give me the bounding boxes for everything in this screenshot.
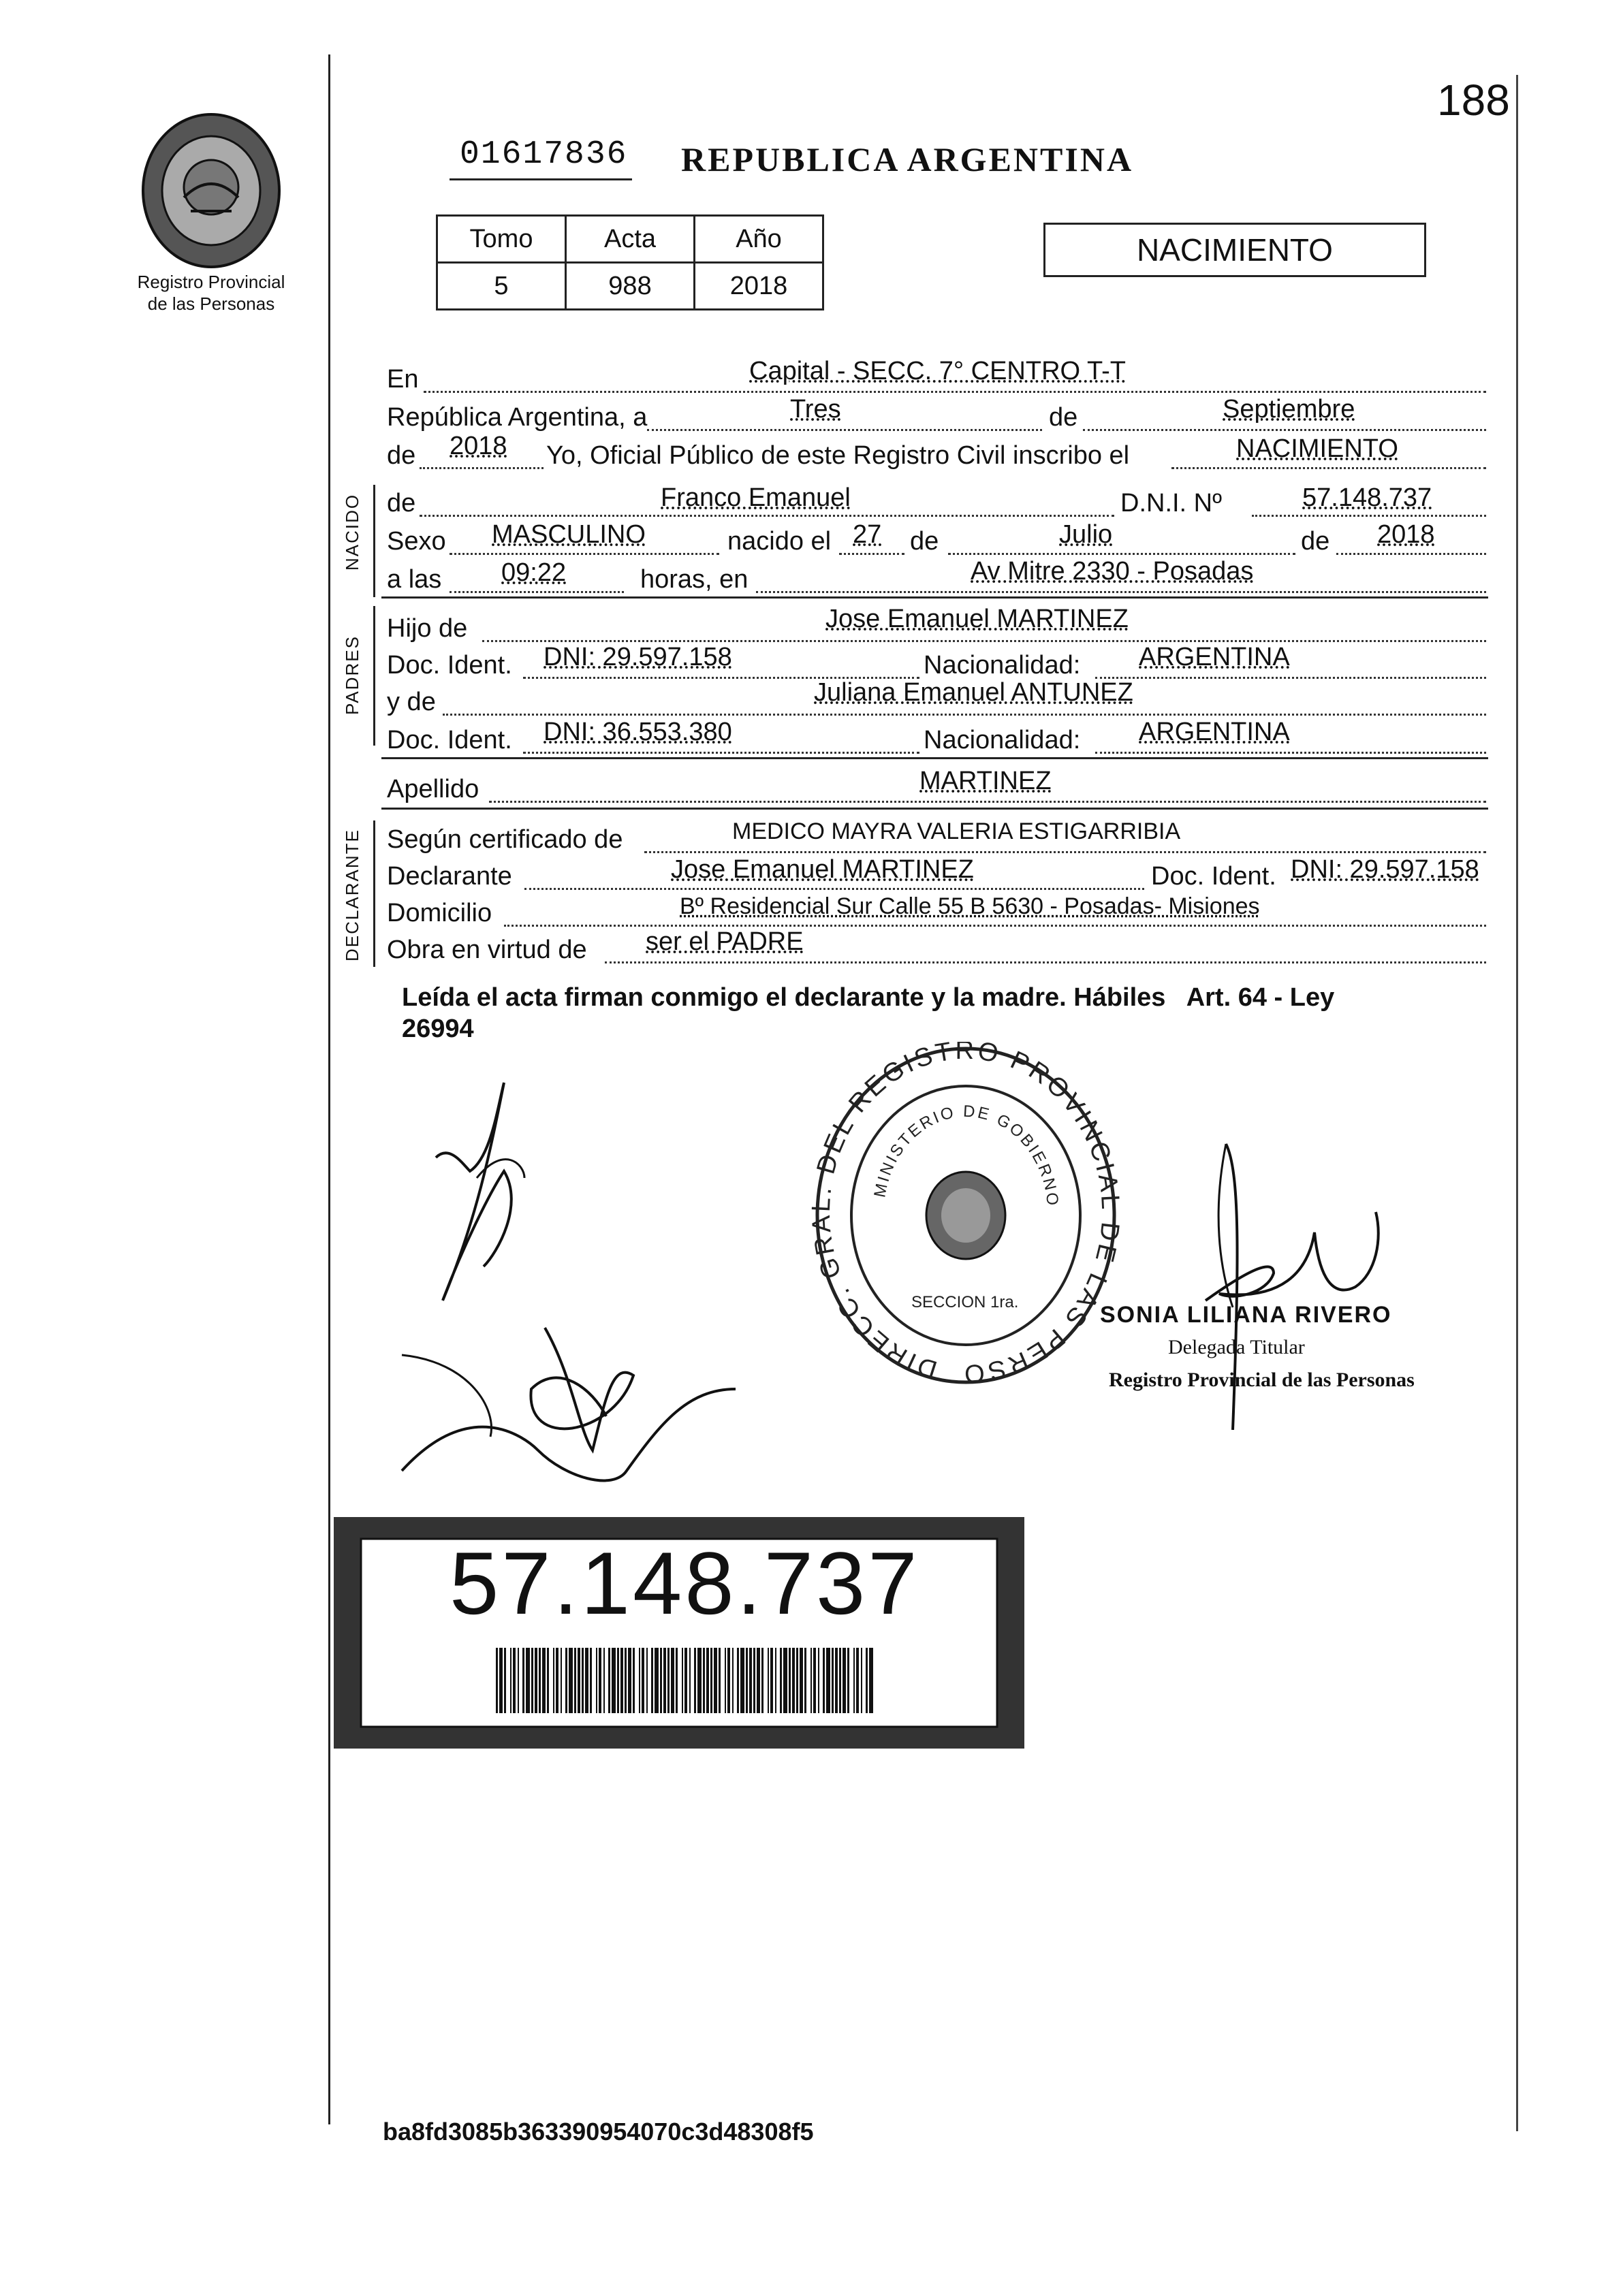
value-nac-anio: 2018 — [1377, 520, 1435, 549]
barcode-bar — [582, 1648, 584, 1713]
value-tipo: NACIMIENTO — [1236, 434, 1398, 463]
barcode-bar — [565, 1648, 567, 1713]
closing-text-line1: Leída el acta firman conmigo el declarante y la madre. Hábiles Art. 64 - Ley — [402, 983, 1335, 1012]
declarant-signature — [388, 1069, 742, 1491]
dots-nombre — [420, 515, 1114, 517]
barcode-bar — [810, 1648, 812, 1713]
dots-obra — [605, 961, 1486, 963]
right-margin-line — [1516, 75, 1518, 2131]
section-divider-1 — [381, 596, 1488, 599]
dots-anio — [420, 467, 544, 469]
label-domicilio: Domicilio — [387, 899, 492, 927]
section-divider-2 — [381, 757, 1488, 759]
barcode-bar — [853, 1648, 855, 1713]
barcode-bar — [861, 1648, 862, 1713]
dots-nac-mes — [948, 553, 1295, 555]
side-label-declarante: DECLARANTE — [342, 829, 362, 961]
references-table — [436, 214, 824, 310]
barcode-bar — [603, 1648, 605, 1713]
nacido-bracket — [373, 485, 375, 597]
barcode-bar — [800, 1648, 803, 1713]
dots-sexo — [450, 553, 719, 555]
barcode-bar — [667, 1648, 670, 1713]
barcode-bar — [561, 1648, 562, 1713]
barcode-bar — [513, 1648, 516, 1713]
barcode-bar — [642, 1648, 644, 1713]
header-tomo: Tomo — [437, 216, 566, 263]
barcode-bar — [539, 1648, 541, 1713]
barcode-bar — [671, 1648, 674, 1713]
section-divider-3 — [381, 808, 1488, 810]
header-anio: Año — [695, 216, 823, 263]
label-doc-ident-3: Doc. Ident. — [1151, 862, 1276, 891]
value-hora: 09:22 — [501, 558, 567, 587]
barcode-bar — [531, 1648, 533, 1713]
dots-madre — [443, 714, 1486, 716]
label-nacido-el: nacido el — [727, 527, 832, 556]
dots-declarante — [524, 888, 1144, 890]
value-dni: 57.148.737 — [1302, 483, 1432, 512]
value-apellido: MARTINEZ — [919, 767, 1052, 795]
value-padre-doc: DNI: 29.597.158 — [544, 643, 732, 671]
barcode-bar — [676, 1648, 678, 1713]
value-nombre: Franco Emanuel — [661, 483, 851, 512]
label-sexo: Sexo — [387, 527, 446, 556]
value-nac-mes: Julio — [1059, 520, 1113, 549]
value-madre-nac: ARGENTINA — [1139, 718, 1290, 746]
barcode-bar — [660, 1648, 662, 1713]
barcode-bar — [727, 1648, 730, 1713]
label-de-name: de — [387, 489, 416, 517]
label-de-birth-year: de — [1301, 527, 1330, 556]
barcode-bar — [783, 1648, 787, 1713]
barcode-bar — [585, 1648, 588, 1713]
serial-number: 01617836 — [460, 136, 628, 173]
barcode-bar — [499, 1648, 503, 1713]
barcode-bar — [684, 1648, 687, 1713]
barcode-bar — [703, 1648, 705, 1713]
barcode-bar — [826, 1648, 830, 1713]
barcode-bar — [504, 1648, 506, 1713]
barcode-bar — [639, 1648, 640, 1713]
barcode-bar — [843, 1648, 846, 1713]
dots-dia — [647, 429, 1042, 431]
stamp-inner-text: MINISTERIO DE GOBIERNO — [870, 1102, 1062, 1209]
closing-text-line2: 26994 — [402, 1015, 474, 1043]
label-obra: Obra en virtud de — [387, 936, 587, 964]
side-label-padres: PADRES — [342, 635, 362, 715]
barcode-bar — [710, 1648, 712, 1713]
barcode-bar — [628, 1648, 631, 1713]
barcode-bar — [740, 1648, 744, 1713]
label-apellido: Apellido — [387, 775, 479, 803]
document-type-box — [1043, 223, 1426, 277]
barcode-bar — [556, 1648, 558, 1713]
dots-madre-nac — [1095, 752, 1486, 754]
label-segun: Según certificado de — [387, 825, 623, 854]
barcode-bar — [753, 1648, 755, 1713]
barcode-bar — [625, 1648, 627, 1713]
barcode-bar — [646, 1648, 648, 1713]
label-horas-en: horas, en — [640, 565, 749, 594]
label-de-birth-month: de — [910, 527, 939, 556]
barcode-bar — [553, 1648, 554, 1713]
barcode-bar — [682, 1648, 683, 1713]
official-stamp — [809, 1042, 1122, 1389]
stamp-bottom-text: SECCION 1ra. — [911, 1293, 1019, 1311]
value-padre: Jose Emanuel MARTINEZ — [825, 605, 1129, 633]
label-y-de: y de — [387, 688, 436, 716]
dots-lugar-nac — [756, 591, 1486, 593]
country-title: REPUBLICA ARGENTINA — [681, 140, 1134, 178]
barcode-bar — [770, 1648, 773, 1713]
barcode-bar — [608, 1648, 610, 1713]
page-number: 188 — [1437, 76, 1510, 125]
barcode-bar — [518, 1648, 519, 1713]
label-en: En — [387, 365, 419, 394]
label-hijo-de: Hijo de — [387, 614, 468, 643]
barcode-bar — [792, 1648, 795, 1713]
value-acta: 988 — [566, 263, 695, 310]
barcode-bar — [617, 1648, 619, 1713]
value-mes: Septiembre — [1223, 395, 1355, 424]
barcode-number: 57.148.737 — [450, 1533, 920, 1633]
barcode-bar — [732, 1648, 734, 1713]
document-type: NACIMIENTO — [1137, 232, 1333, 268]
value-nac-dia: 27 — [853, 520, 882, 549]
registry-logo — [136, 109, 286, 272]
barcode-bar — [590, 1648, 592, 1713]
label-yo: Yo, Oficial Público de este Registro Civil inscribo el — [546, 441, 1130, 470]
logo-caption-line2: de las Personas — [147, 293, 275, 314]
declarante-bracket — [373, 820, 375, 967]
value-padre-nac: ARGENTINA — [1139, 643, 1290, 671]
barcode-bar — [620, 1648, 623, 1713]
value-declarante: Jose Emanuel MARTINEZ — [671, 855, 974, 884]
barcode-bar — [746, 1648, 748, 1713]
barcode-bar — [813, 1648, 816, 1713]
header-acta: Acta — [566, 216, 695, 263]
barcode-bar — [574, 1648, 576, 1713]
barcode-bar — [869, 1648, 873, 1713]
barcode-bar — [596, 1648, 597, 1713]
value-lugar: Capital - SECC. 7° CENTRO T-T — [749, 357, 1126, 385]
barcode-bar — [569, 1648, 573, 1713]
label-declarante: Declarante — [387, 862, 512, 891]
label-de-month: de — [1049, 403, 1078, 432]
closing-text — [402, 982, 1334, 1045]
document-hash: ba8fd3085b363390954070c3d48308f5 — [383, 2118, 814, 2146]
dots-mes — [1083, 429, 1486, 431]
barcode-bar — [725, 1648, 726, 1713]
barcode-bar — [832, 1648, 834, 1713]
side-label-nacido: NACIDO — [342, 493, 362, 571]
barcode-bar — [818, 1648, 819, 1713]
barcode-bar — [866, 1648, 868, 1713]
barcode-bar — [697, 1648, 702, 1713]
barcode-bar — [761, 1648, 763, 1713]
value-anio: 2018 — [450, 432, 507, 460]
barcode-bar — [542, 1648, 546, 1713]
barcode-bar — [526, 1648, 530, 1713]
value-sexo: MASCULINO — [492, 520, 646, 549]
barcode-bar — [599, 1648, 601, 1713]
value-lugar-nac: Av Mitre 2330 - Posadas — [971, 557, 1254, 586]
barcode-bar — [775, 1648, 776, 1713]
barcode-bar — [780, 1648, 782, 1713]
dots-nac-dia — [839, 553, 904, 555]
barcode-bar — [706, 1648, 709, 1713]
barcode-bar — [714, 1648, 717, 1713]
barcode-icon — [496, 1648, 877, 1713]
label-doc-ident-2: Doc. Ident. — [387, 726, 512, 754]
province-seal-icon — [136, 109, 286, 272]
official-office: Registro Provincial de las Personas — [1109, 1369, 1415, 1391]
dots-padre — [482, 640, 1486, 642]
barcode-bar — [835, 1648, 838, 1713]
dots-dni — [1252, 515, 1486, 517]
barcode-bar — [535, 1648, 537, 1713]
label-doc-ident-1: Doc. Ident. — [387, 651, 512, 680]
barcode-bar — [689, 1648, 691, 1713]
barcode-bar — [578, 1648, 580, 1713]
value-certificado: MEDICO MAYRA VALERIA ESTIGARRIBIA — [732, 818, 1181, 844]
value-madre: Juliana Emanuel ANTUNEZ — [814, 678, 1133, 707]
dots-en — [424, 391, 1486, 393]
barcode-bar — [796, 1648, 798, 1713]
barcode-bar — [663, 1648, 666, 1713]
dots-certificado — [644, 851, 1486, 853]
dots-domicilio — [504, 925, 1486, 927]
barcode-bar — [823, 1648, 825, 1713]
value-tomo: 5 — [437, 263, 566, 310]
label-nacionalidad-1: Nacionalidad: — [924, 651, 1081, 680]
barcode-bar — [839, 1648, 841, 1713]
left-margin-line — [328, 54, 330, 2124]
barcode-bar — [633, 1648, 635, 1713]
dots-hora — [450, 591, 624, 593]
barcode-bar — [768, 1648, 769, 1713]
barcode-bar — [694, 1648, 696, 1713]
barcode-bar — [655, 1648, 659, 1713]
stamp-outer-text: DIRECC. GRAL. DEL REGISTRO PROVINCIAL DE LAS PERSO — [809, 1042, 1122, 1388]
label-dni-no: D.N.I. Nº — [1120, 489, 1222, 517]
barcode-bar — [804, 1648, 806, 1713]
label-republica: República Argentina, a — [387, 403, 648, 432]
logo-caption-line1: Registro Provincial — [137, 272, 285, 292]
barcode-bar — [510, 1648, 511, 1713]
value-dia: Tres — [790, 395, 841, 424]
barcode-bar — [612, 1648, 616, 1713]
barcode-bar — [789, 1648, 791, 1713]
barcode-bar — [719, 1648, 721, 1713]
padres-bracket — [373, 606, 375, 746]
label-de-year: de — [387, 441, 416, 470]
value-declarante-doc: DNI: 29.597.158 — [1291, 855, 1479, 884]
dots-tipo — [1171, 467, 1486, 469]
dots-padre-nac — [1095, 677, 1486, 679]
official-title: Delegada Titular — [1168, 1336, 1305, 1358]
official-name: SONIA LILIANA RIVERO — [1100, 1302, 1392, 1328]
dots-madre-doc — [523, 752, 919, 754]
barcode-bars — [496, 1648, 877, 1713]
barcode-bar — [651, 1648, 653, 1713]
barcode-bar — [757, 1648, 760, 1713]
serial-underline — [450, 178, 632, 180]
stamp-icon — [809, 1042, 1122, 1389]
label-a-las: a las — [387, 565, 442, 594]
barcode-bar — [856, 1648, 859, 1713]
dots-apellido — [489, 801, 1486, 803]
label-nacionalidad-2: Nacionalidad: — [924, 726, 1081, 754]
value-madre-doc: DNI: 36.553.380 — [544, 718, 732, 746]
value-obra: ser el PADRE — [646, 927, 804, 956]
barcode-bar — [522, 1648, 524, 1713]
barcode-bar — [847, 1648, 849, 1713]
barcode-bar — [496, 1648, 498, 1713]
barcode-bar — [547, 1648, 549, 1713]
dots-nac-anio — [1336, 553, 1486, 555]
barcode-bar — [749, 1648, 752, 1713]
barcode-bar — [737, 1648, 739, 1713]
logo-caption — [123, 271, 300, 315]
value-domicilio: Bº Residencial Sur Calle 55 B 5630 - Posadas- Misiones — [680, 893, 1260, 919]
value-anio: 2018 — [695, 263, 823, 310]
